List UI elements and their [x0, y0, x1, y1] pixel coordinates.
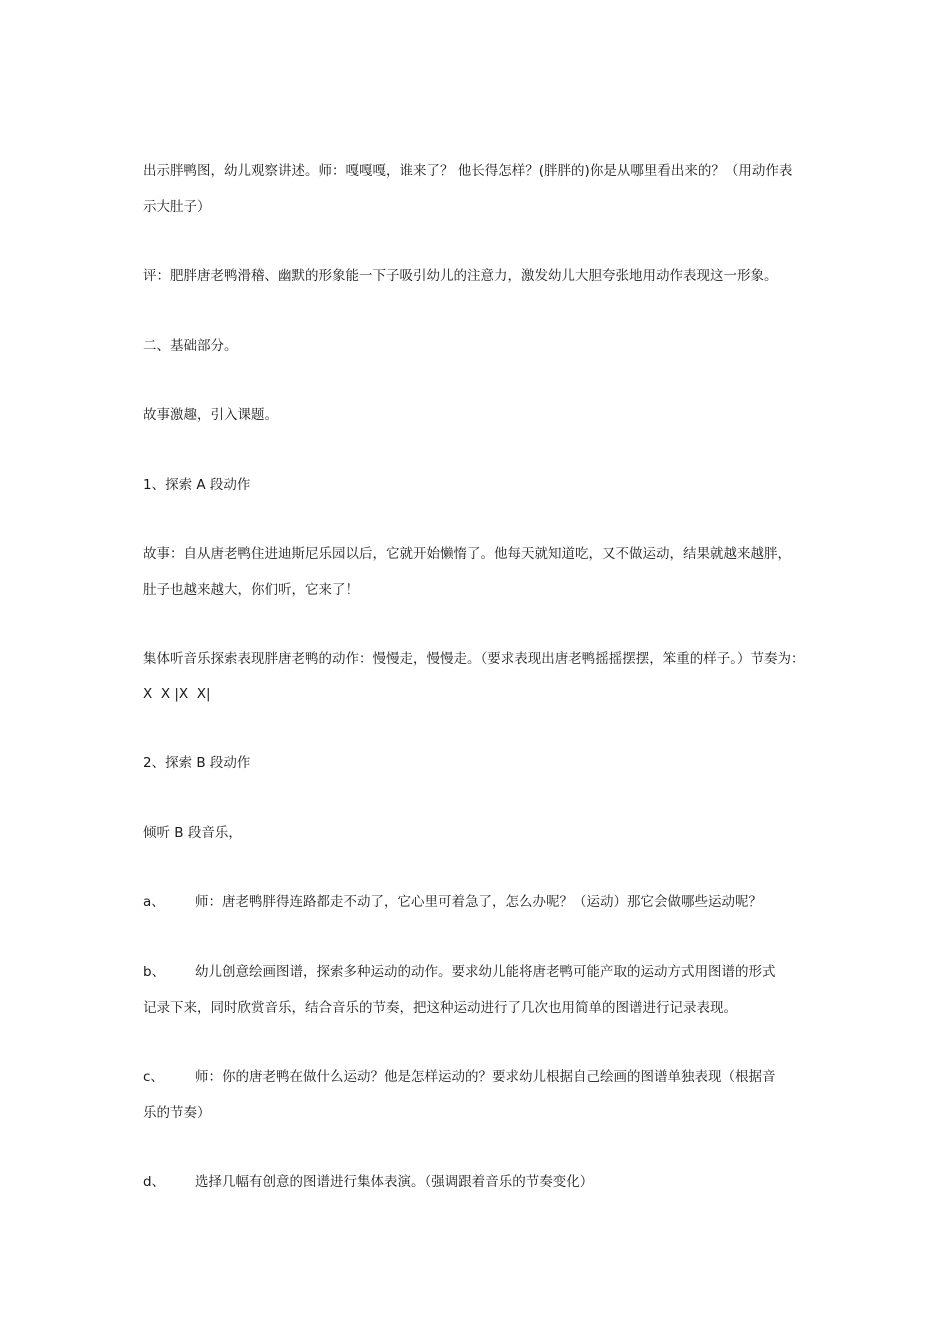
list-item-d — [143, 1173, 823, 1191]
story-line-1: 故事：自从唐老鸭住进迪斯尼乐园以后，它就开始懒惰了。他每天就知道吃，又不做运动，结果就越来越胖， — [143, 546, 791, 562]
part1-heading: 1、探索 A 段动作 — [143, 477, 251, 493]
story-line-2: 肚子也越来越大，你们听，它来了！ — [143, 582, 359, 598]
list-item-b — [143, 963, 823, 981]
list-item-text: 师：你的唐老鸭在做什么运动？他是怎样运动的？要求幼儿根据自己绘画的图谱单独表现（根据音 — [195, 1069, 776, 1085]
list-item-text: 选择几幅有创意的图谱进行集体表演。（强调跟着音乐的节奏变化） — [195, 1174, 594, 1190]
part2-heading: 2、探索 B 段动作 — [143, 755, 251, 771]
intro-line-1: 出示胖鸭图，幼儿观察讲述。师：嘎嘎嘎，谁来了？ 他长得怎样？(胖胖的)你是从哪里看出来的？（用动作表 — [143, 163, 793, 179]
list-item-letter: d、 — [143, 1174, 166, 1190]
comment-paragraph: 评：肥胖唐老鸭滑稽、幽默的形象能一下子吸引幼儿的注意力，激发幼儿大胆夸张地用动作表现这一形象。 — [143, 268, 778, 284]
list-item-c-continued: 乐的节奏） — [143, 1105, 211, 1121]
list-item-letter: b、 — [143, 964, 166, 980]
rhythm-notation: X X |X X| — [143, 686, 211, 702]
list-item-b-continued: 记录下来，同时欣赏音乐，结合音乐的节奏，把这种运动进行了几次也用简单的图谱进行记录表现。 — [143, 1000, 737, 1016]
section-heading: 二、基础部分。 — [143, 338, 238, 354]
list-item-text: 师：唐老鸭胖得连路都走不动了，它心里可着急了，怎么办呢？（运动）那它会做哪些运动呢？ — [195, 894, 762, 910]
story-intro: 故事激趣，引入课题。 — [143, 407, 278, 423]
listen-instruction: 集体听音乐探索表现胖唐老鸭的动作：慢慢走，慢慢走。（要求表现出唐老鸭摇摇摆摆，笨重的样子。）节奏为： — [143, 651, 805, 667]
listen-b-music: 倾听 B 段音乐， — [143, 825, 242, 841]
list-item-a — [143, 893, 823, 911]
list-item-letter: a、 — [143, 894, 165, 910]
intro-line-2: 示大肚子） — [143, 199, 211, 215]
list-item-c — [143, 1068, 823, 1086]
list-item-text: 幼儿创意绘画图谱，探索多种运动的动作。要求幼儿能将唐老鸭可能产取的运动方式用图谱的形式 — [195, 964, 776, 980]
list-item-letter: c、 — [143, 1069, 164, 1085]
